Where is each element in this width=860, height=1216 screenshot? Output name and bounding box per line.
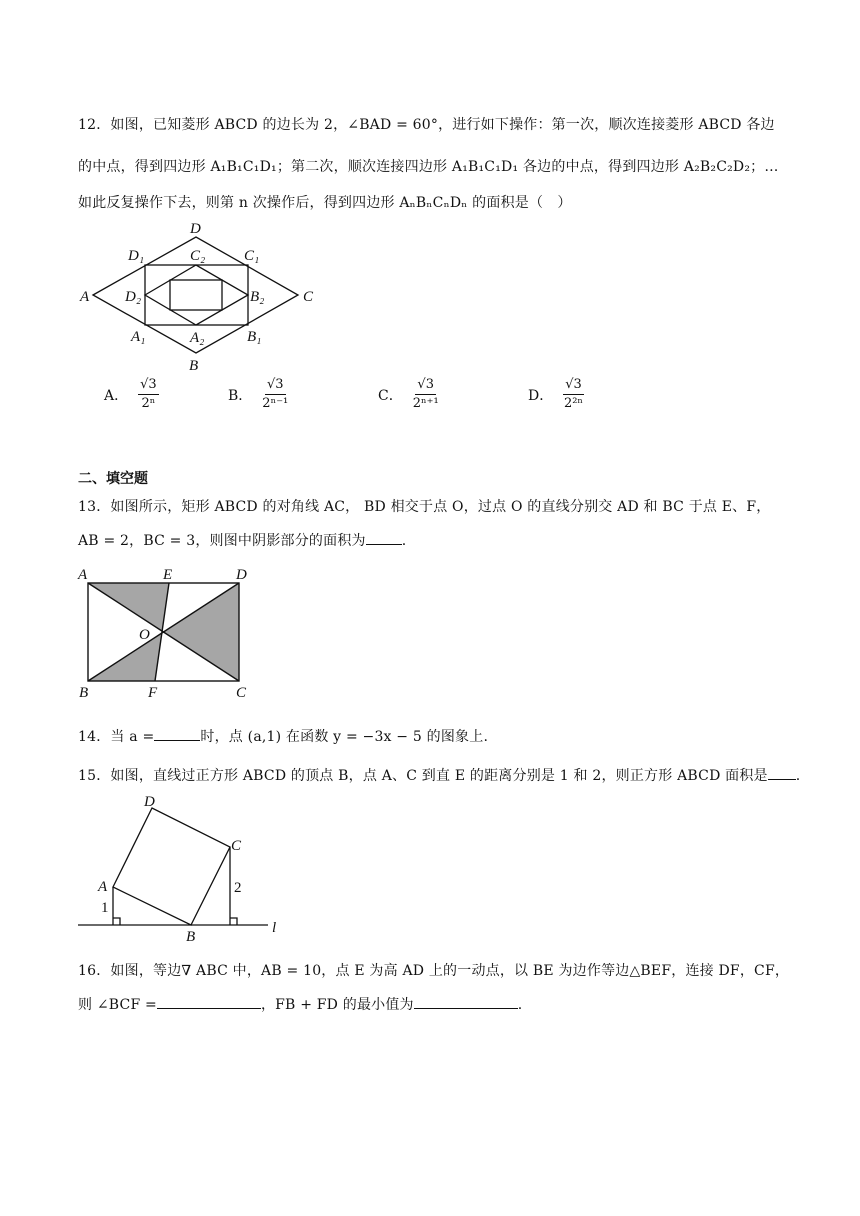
label-C: C — [231, 838, 242, 854]
q16-line2-suffix: . — [517, 997, 523, 1013]
label-C: C — [236, 685, 247, 701]
label-B: B — [79, 685, 89, 701]
q16-line2-prefix: 则 ∠BCF = — [78, 997, 157, 1013]
q15-line — [78, 765, 800, 785]
option-a-den: 2ⁿ — [141, 396, 156, 412]
label-l: l — [272, 920, 277, 936]
option-a-letter: A． — [104, 387, 129, 404]
rhombus-figure — [75, 215, 335, 375]
option-d-fraction — [563, 378, 584, 412]
right-angle-mark-a — [113, 918, 120, 925]
option-c-num: √3 — [415, 378, 436, 395]
q14-suffix: 时，点 (a,1) 在函数 y = −3x − 5 的图象上. — [200, 729, 489, 745]
label-distance-2: 2 — [234, 880, 242, 896]
label-D2: D₂ — [125, 289, 142, 305]
label-C2: C₂ — [190, 248, 206, 264]
square-abcd — [113, 808, 230, 925]
option-b-num: √3 — [265, 378, 286, 395]
rect-a3b3c3d3 — [170, 280, 222, 310]
label-D: D — [190, 221, 201, 237]
label-D: D — [144, 794, 155, 810]
option-d-letter: D． — [528, 387, 554, 404]
label-D: D — [236, 567, 247, 583]
label-B: B — [189, 358, 199, 374]
q12-line1: 12．如图，已知菱形 ABCD 的边长为 2，∠BAD = 60°，进行如下操作：第一次，顺次连接菱形 ABCD 各边 — [78, 117, 775, 133]
q16-line2 — [78, 994, 522, 1014]
right-angle-mark-c — [230, 918, 237, 925]
option-b-letter: B． — [228, 387, 253, 404]
label-C: C — [303, 289, 314, 305]
option-b-fraction — [262, 378, 288, 412]
label-A: A — [98, 879, 108, 895]
square-figure — [75, 790, 295, 945]
label-O: O — [139, 627, 150, 643]
q13-line2 — [78, 530, 406, 550]
q14-line — [78, 726, 488, 746]
option-d[interactable] — [528, 378, 584, 412]
option-a-fraction — [138, 378, 159, 412]
option-a[interactable] — [104, 378, 159, 412]
q16-answer-blank-2[interactable] — [414, 994, 518, 1009]
label-A: A — [78, 567, 88, 583]
q14-answer-blank[interactable] — [154, 726, 200, 741]
label-A: A — [80, 289, 90, 305]
q13-line2-suffix: . — [401, 533, 407, 549]
label-B: B — [186, 929, 196, 945]
label-E: E — [163, 567, 173, 583]
q16-answer-blank-1[interactable] — [157, 994, 261, 1009]
label-distance-1: 1 — [101, 900, 109, 916]
option-d-num: √3 — [563, 378, 584, 395]
rectangle-figure — [75, 560, 265, 705]
rect-a1b1c1d1 — [145, 265, 248, 325]
q16-line1: 16．如图，等边∇ ABC 中，AB = 10，点 E 为高 AD 上的一动点，以 BE 为边作等边△BEF，连接 DF，CF， — [78, 963, 790, 979]
rhombus-a2b2c2d2 — [145, 265, 248, 325]
q15-suffix: . — [795, 768, 801, 784]
option-c-letter: C． — [378, 387, 403, 404]
q15-prefix: 15．如图，直线过正方形 ABCD 的顶点 B，点 A、C 到直 E 的距离分别是 1 和 2，则正方形 ABCD 面积是 — [78, 768, 768, 784]
label-B1: B₁ — [247, 329, 262, 345]
shaded-triangle-right — [162, 583, 239, 681]
option-b-den: 2ⁿ⁻¹ — [262, 396, 289, 412]
label-A1: A₁ — [131, 329, 146, 345]
q15-answer-blank[interactable] — [768, 765, 796, 780]
q13-line1: 13．如图所示，矩形 ABCD 的对角线 AC， BD 相交于点 O，过点 O 的直线分别交 AD 和 BC 于点 E、F， — [78, 499, 771, 515]
option-c-fraction — [413, 378, 439, 412]
q14-prefix: 14．当 a = — [78, 729, 155, 745]
option-c[interactable] — [378, 378, 439, 412]
label-F: F — [148, 685, 158, 701]
q16-line2-mid: ，FB + FD 的最小值为 — [260, 997, 414, 1013]
option-a-num: √3 — [138, 378, 159, 395]
q12-line2: 的中点，得到四边形 A₁B₁C₁D₁；第二次，顺次连接四边形 A₁B₁C₁D₁ 各边的中点，得到四边形 A₂B₂C₂D₂；… — [78, 159, 779, 175]
label-A2: A₂ — [190, 330, 205, 346]
option-b[interactable] — [228, 378, 288, 412]
label-C1: C₁ — [244, 248, 260, 264]
q13-answer-blank[interactable] — [366, 530, 402, 545]
option-c-den: 2ⁿ⁺¹ — [412, 396, 439, 412]
label-B2: B₂ — [250, 289, 265, 305]
section-heading-fill-blank: 二、填空题 — [78, 471, 148, 487]
q13-line2-prefix: AB = 2，BC = 3，则图中阴影部分的面积为 — [78, 533, 366, 549]
q12-line3: 如此反复操作下去，则第 n 次操作后，得到四边形 AₙBₙCₙDₙ 的面积是（ ） — [78, 195, 572, 211]
option-d-den: 2²ⁿ — [563, 396, 584, 412]
label-D1: D₁ — [128, 248, 145, 264]
